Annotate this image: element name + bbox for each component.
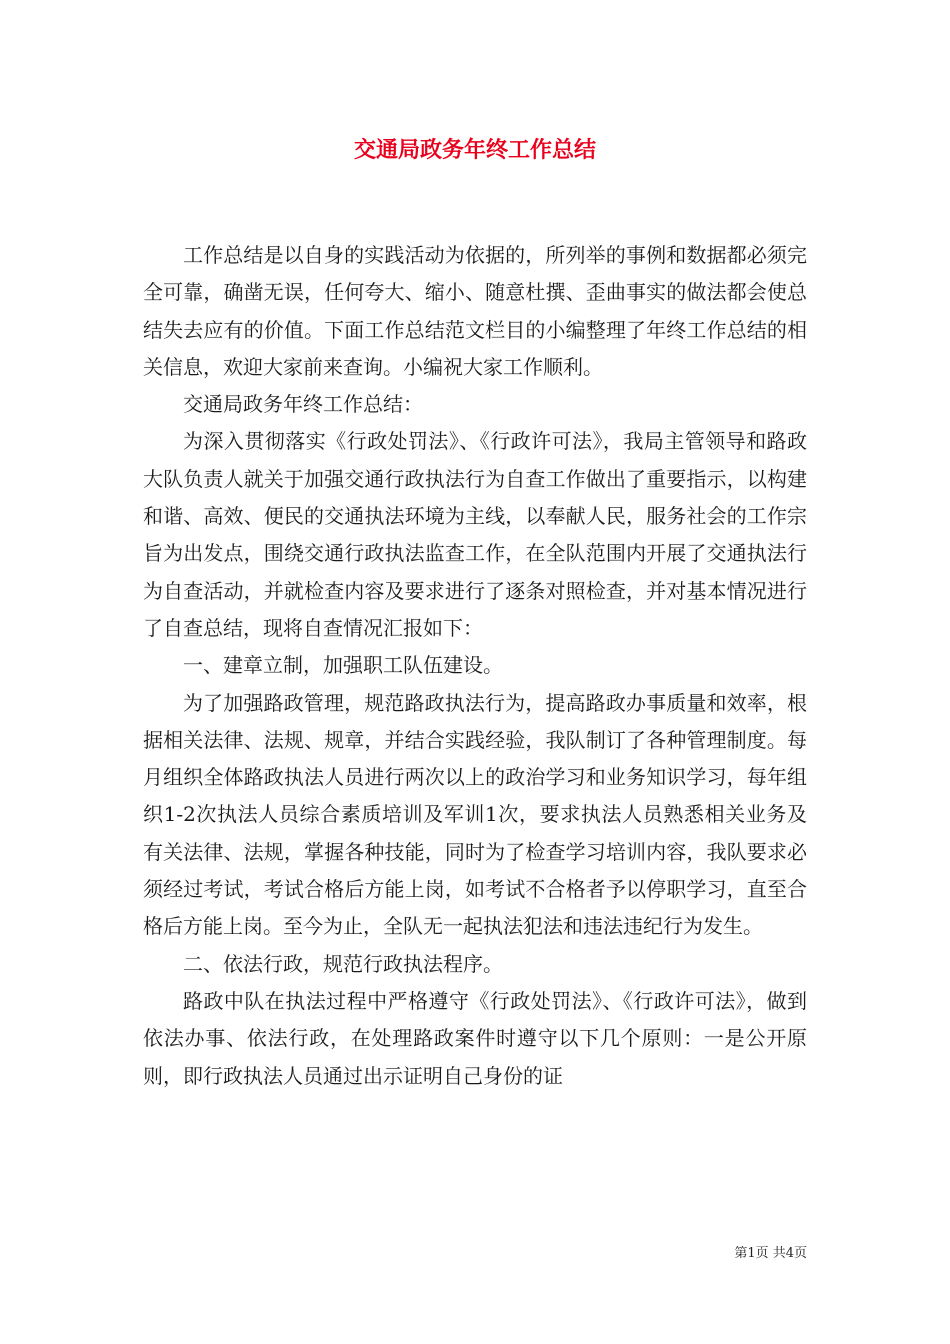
page-number: 第1页 共4页 — [734, 1246, 807, 1261]
paragraph-section-two: 路政中队在执法过程中严格遵守《行政处罚法》、《行政许可法》，做到依法办事、依法行政，在处理路政案件时遵守以下几个原则：一是公开原则，即行政执法人员通过出示证明自己身份的证 — [143, 988, 807, 1088]
paragraph-subtitle: 交通局政务年终工作总结： — [183, 392, 423, 417]
document-body — [143, 237, 807, 1095]
paragraph-intro: 工作总结是以自身的实践活动为依据的，所列举的事例和数据都必须完全可靠，确凿无误，任何夸大、缩小、随意杜撰、歪曲事实的做法都会使总结失去应有的价值。下面工作总结范文栏目的小编整理了年终工作总结的相关信息，欢迎大家前来查询。小编祝大家工作顺利。 — [143, 243, 807, 379]
section-heading-two: 二、依法行政，规范行政执法程序。 — [183, 951, 503, 976]
paragraph-overview: 为深入贯彻落实《行政处罚法》、《行政许可法》，我局主管领导和路政大队负责人就关于加强交通行政执法行为自查工作做出了重要指示，以构建和谐、高效、便民的交通执法环境为主线，以奉献人民，服务社会的工作宗旨为出发点，围绕交通行政执法监查工作，在全队范围内开展了交通执法行为自查活动，并就检查内容及要求进行了逐条对照检查，并对基本情况进行了自查总结，现将自查情况汇报如下： — [143, 429, 807, 640]
document-title: 交通局政务年终工作总结 — [353, 137, 596, 163]
section-heading-one: 一、建章立制，加强职工队伍建设。 — [183, 653, 503, 678]
paragraph-section-one: 为了加强路政管理，规范路政执法行为，提高路政办事质量和效率，根据相关法律、法规、规章，并结合实践经验，我队制订了各种管理制度。每月组织全体路政执法人员进行两次以上的政治学习和业务知识学习，每年组织1-2次执法人员综合素质培训及军训1次，要求执法人员熟悉相关业务及有关法律、法规，掌握各种技能，同时为了检查学习培训内容，我队要求必须经过考试，考试合格后方能上岗，如考试不合格者予以停职学习，直至合格后方能上岗。至今为止，全队无一起执法犯法和违法违纪行为发生。 — [143, 690, 807, 939]
